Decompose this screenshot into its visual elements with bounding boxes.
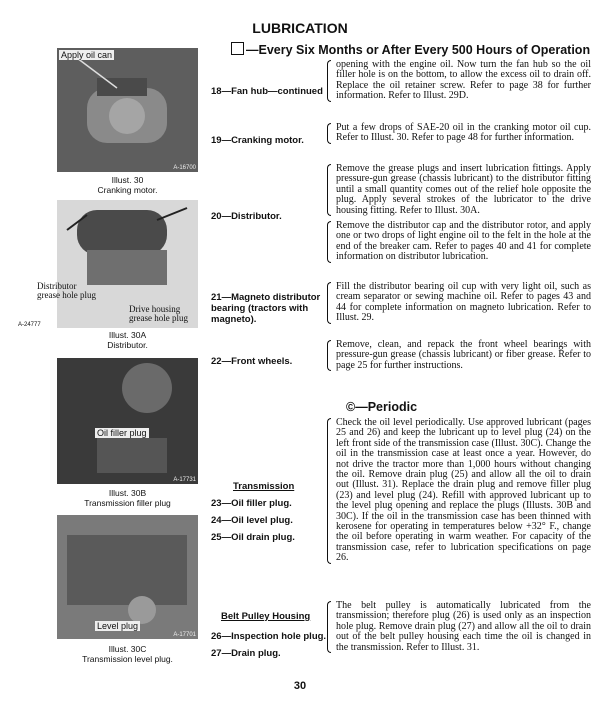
section-heading-six-months <box>231 42 591 57</box>
item-label-24: 24—Oil level plug. <box>211 515 293 526</box>
photo-label: Level plug <box>97 621 139 631</box>
caption-text: Transmission level plug. <box>82 654 173 664</box>
item-label-22: 22—Front wheels. <box>211 356 293 367</box>
caption-illust-30b <box>57 488 198 508</box>
caption-illust-30c <box>57 644 198 664</box>
caption-illust-30 <box>57 175 198 195</box>
caption-text: Cranking motor. <box>97 185 158 195</box>
photo-label: Oil filler plug <box>97 428 147 438</box>
item-text-19: Put a few drops of SAE-20 oil in the cranking motor oil cup. Refer to Illust. 30. Refer to page 48 for further information. <box>330 123 591 144</box>
caption-illust-30a <box>57 330 198 350</box>
section-heading-periodic: ©—Periodic <box>346 400 418 414</box>
item-text-20-cont: Remove the distributor cap and the distributor rotor, and apply one or two drops of light engine oil to the felt in the hole at the end of the breaker cam. Refer to pages 40 and 41 for complete information on distributor lubrication. <box>330 221 591 263</box>
label-line: grease hole plug <box>129 313 188 323</box>
transmission-text: Check the oil level periodically. Use approved lubricant (pages 25 and 26) and keep the lubricant up to level plug (24) on the left front side of the transmission case (Illust. 30C). Change the oil in the transmission case at least once a year. However, do not drive the tractor more than 1,000 hours without changing the oil. Remove drain plug (25) and allow all the oil to drain out (Illust. 31). Replace the drain plug and remove filler plug (23) and level plug (24). Refill with approved lubricant up to the level plug opening and replace the plugs (Illusts. 30B and 30C). If the oil in the transmission case has been thinned with kerosene for operating in temperatures below +32° F., change the oil before operating in warm weather. For capacity of the transmission case, refer to lubrication specifications on page 26. <box>330 418 591 564</box>
photo-label-distributor-plug <box>37 282 127 300</box>
photo-transmission-filler <box>57 358 198 484</box>
item-text-21: Fill the distributor bearing oil cup with very light oil, such as cream separator or sewing machine oil. Refer to pages 43 and 44 for complete information on magneto lubrication. Refer to Illust. 29. <box>330 282 591 324</box>
item-label-21: 21—Magneto distributor bearing (tractors with magneto). <box>211 292 321 325</box>
item-label-18: 18—Fan hub—continued <box>211 86 323 97</box>
photo-label-drive-plug <box>129 305 209 323</box>
item-label-23: 23—Oil filler plug. <box>211 498 292 509</box>
page-title: LUBRICATION <box>252 20 348 36</box>
caption-text: Transmission filler plug <box>84 498 171 508</box>
item-text-22: Remove, clean, and repack the front wheel bearings with pressure-gun grease (chassis lubricant) or fiber grease. Refer to page 25 for further instructions. <box>330 340 591 371</box>
section-heading-text: —Every Six Months or After Every 500 Hours of Operation <box>246 43 591 57</box>
label-line: Drive housing <box>129 304 181 314</box>
photo-transmission-level <box>57 515 198 639</box>
caption-text: Distributor. <box>107 340 148 350</box>
belt-text: The belt pulley is automatically lubricated from the transmission; therefore plug (26) is used only as an inspection hole plug. Remove drain plug (27) and allow all the oil to drain out of the belt pulley housing each time the oil is changed in the transmission. Refer to Illust. 31. <box>330 601 591 653</box>
item-label-26: 26—Inspection hole plug. <box>211 631 327 642</box>
caption-number: Illust. 30 <box>111 175 144 185</box>
item-text-20: Remove the grease plugs and insert lubrication fittings. Apply pressure-gun grease (chassis lubricant) to the distributor fitting until a small quantity comes out of the relief hole opposite the plug. Apply several strokes of the lubricator to the drive housing fitting. Refer to Illust. 30A. <box>330 164 591 216</box>
caption-number: Illust. 30B <box>108 488 147 498</box>
transmission-labels <box>211 495 331 546</box>
photo-code: A-17701 <box>173 632 196 638</box>
page-number: 30 <box>293 680 307 692</box>
belt-heading: Belt Pulley Housing <box>221 611 311 622</box>
photo-code: A-24777 <box>18 322 41 328</box>
item-label-27: 27—Drain plug. <box>211 648 281 659</box>
photo-code: A-16700 <box>173 165 196 171</box>
caption-number: Illust. 30C <box>108 644 147 654</box>
label-line: grease hole plug <box>37 290 96 300</box>
item-label-25: 25—Oil drain plug. <box>211 532 295 543</box>
item-label-19: 19—Cranking motor. <box>211 135 304 146</box>
photo-label: Apply oil can <box>61 50 113 60</box>
item-text-18: opening with the engine oil. Now turn the fan hub so the oil filler hole is on the bottom, to allow the excess oil to drain off. Replace the oil retainer screw. Refer to page 38 for further information. Refer to Illust. 29D. <box>330 60 591 102</box>
photo-distributor <box>37 200 198 328</box>
transmission-heading: Transmission <box>233 481 295 492</box>
checkbox-icon <box>231 42 244 55</box>
caption-number: Illust. 30A <box>108 330 147 340</box>
item-label-20: 20—Distributor. <box>211 211 282 222</box>
belt-labels <box>211 628 331 662</box>
photo-code: A-17731 <box>173 477 196 483</box>
label-line: Distributor <box>37 281 77 291</box>
photo-cranking-motor <box>57 48 198 172</box>
